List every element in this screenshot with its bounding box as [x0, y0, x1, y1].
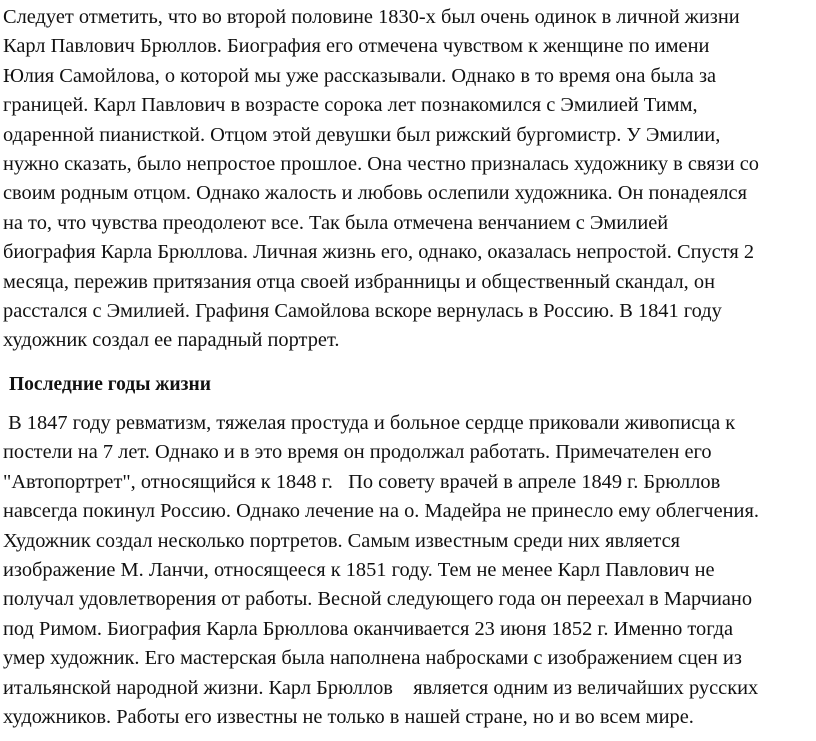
text-line: биография Карла Брюллова. Личная жизнь его, однако, оказалась непростой. Спустя 2: [3, 241, 755, 264]
text-line: месяца, пережив притязания отца своей избранницы и общественный скандал, он: [3, 270, 715, 293]
text-line: художников. Работы его известны не только в нашей стране, но и во всем мире.: [3, 705, 694, 728]
paragraph-personal-life: [3, 3, 816, 356]
text-line: "Автопортрет", относящийся к 1848 г. По совету врачей в апреле 1849 г. Брюллов: [3, 470, 721, 493]
text-line: одаренной пианисткой. Отцом этой девушки был рижский бургомистр. У Эмилии,: [3, 123, 721, 146]
paragraph-last-years: [3, 409, 816, 732]
text-line: итальянской народной жизни. Карл Брюллов является одним из величайших русских: [3, 676, 759, 699]
text-line: постели на 7 лет. Однако и в это время он продолжал работать. Примечателен его: [3, 441, 712, 464]
text-line: расстался с Эмилией. Графиня Самойлова вскоре вернулась в Россию. В 1841 году: [3, 299, 722, 322]
text-line: получал удовлетворения от работы. Весной следующего года он переехал в Марчиано: [3, 588, 753, 611]
text-line: на то, что чувства преодолеют все. Так была отмечена венчанием с Эмилией: [3, 211, 669, 234]
text-line: под Римом. Биография Карла Брюллова оканчивается 23 июня 1852 г. Именно тогда: [3, 617, 734, 640]
text-line: Карл Павлович Брюллов. Биография его отмечена чувством к женщине по имени: [3, 35, 710, 58]
text-line: навсегда покинул Россию. Однако лечение на о. Мадейра не принесло ему облегчения.: [3, 500, 759, 523]
text-line: Художник создал несколько портретов. Самым известным среди них является: [3, 529, 681, 552]
text-line: изображение М. Ланчи, относящееся к 1851 году. Тем не менее Карл Павлович не: [3, 559, 715, 582]
section-heading: Последние годы жизни: [9, 373, 211, 395]
text-line: нужно сказать, было непростое прошлое. Она честно призналась художнику в связи со: [3, 152, 759, 175]
text-line: умер художник. Его мастерская была наполнена набросками с изображением сцен из: [3, 647, 742, 670]
text-line: границей. Карл Павлович в возрасте сорока лет познакомился с Эмилией Тимм,: [3, 94, 698, 117]
text-line: Юлия Самойлова, о которой мы уже рассказывали. Однако в то время она была за: [3, 64, 717, 87]
text-line: В 1847 году ревматизм, тяжелая простуда и больное сердце приковали живописца к: [3, 412, 736, 435]
text-line: своим родным отцом. Однако жалость и любовь ослепили художника. Он понадеялся: [3, 182, 747, 205]
text-line: художник создал ее парадный портрет.: [3, 329, 340, 352]
text-line: Следует отметить, что во второй половине 1830-х был очень одинок в личной жизни: [3, 6, 740, 28]
